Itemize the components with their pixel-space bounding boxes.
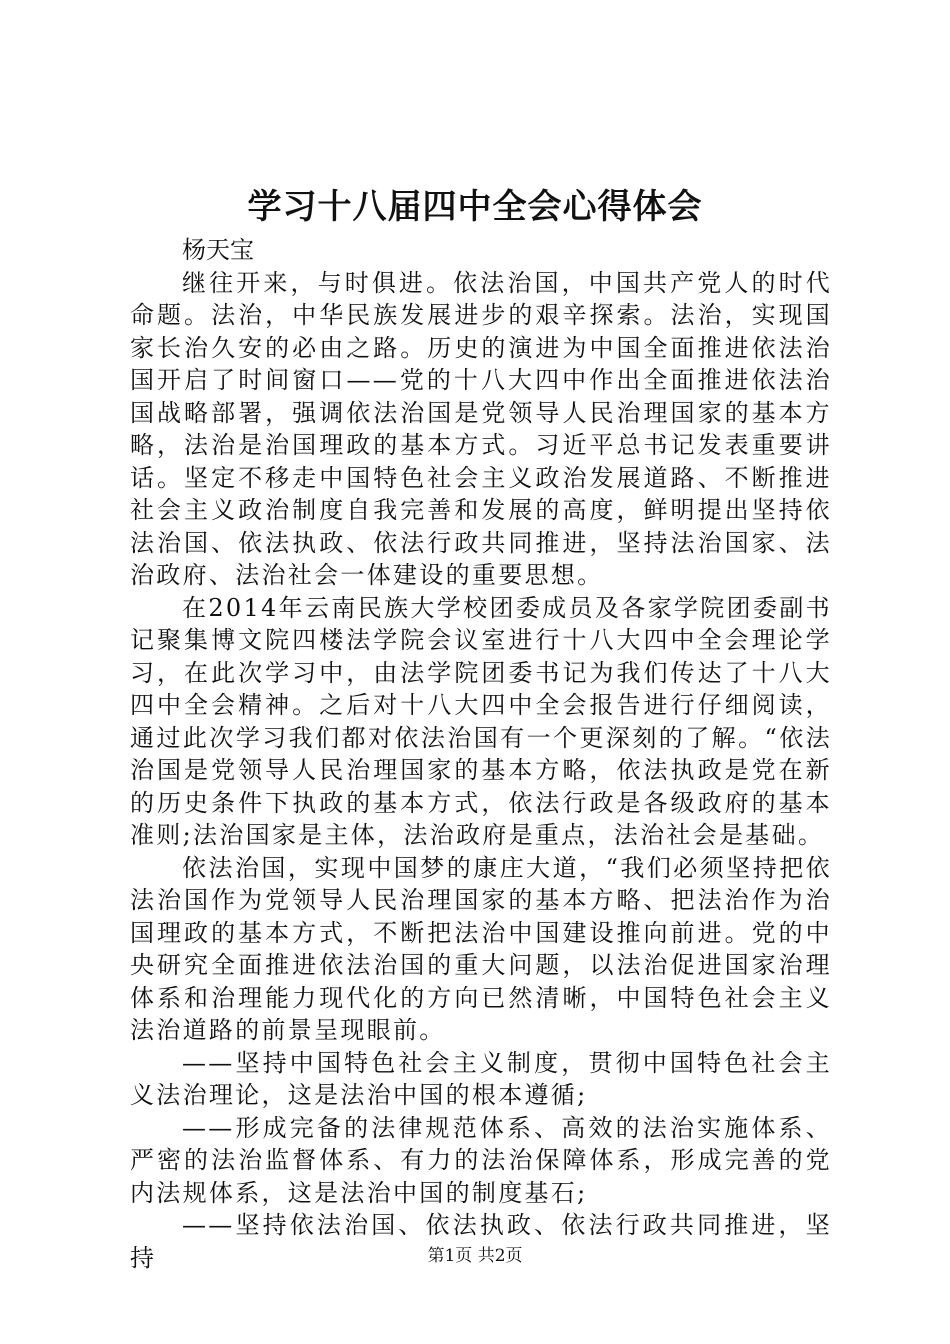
paragraph-3: 依法治国，实现中国梦的康庄大道，“我们必须坚持把依法治国作为党领导人民治理国家的基本方略、把法治作为治国理政的基本方式，不断把法治中国建设推向前进。党的中央研究全面推进依法治国的重大问题，以法治促进国家治理体系和治理能力现代化的方向已然清晰，中国特色社会主义法治道路的前景呈现眼前。 [130, 853, 832, 1044]
paragraph-6: ——坚持依法治国、依法执政、依法行政共同推进，坚持 [130, 1211, 832, 1272]
document-body [130, 234, 832, 1274]
paragraph-4: ——坚持中国特色社会主义制度，贯彻中国特色社会主义法治理论，这是法治中国的根本遵循; [130, 1048, 832, 1109]
paragraph-5: ——形成完备的法律规范体系、高效的法治实施体系、严密的法治监督体系、有力的法治保障体系，形成完善的党内法规体系，这是法治中国的制度基石; [130, 1113, 832, 1207]
author-name: 杨天宝 [182, 236, 254, 264]
document-title: 学习十八届四中全会心得体会 [247, 187, 703, 227]
paragraph-2: 在2014年云南民族大学校团委成员及各家学院团委副书记聚集博文院四楼法学院会议室进行十八大四中全会理论学习，在此次学习中，由法学院团委书记为我们传达了十八大四中全会精神。之后对十八大四中全会报告进行仔细阅读，通过此次学习我们都对依法治国有一个更深刻的了解。“依法治国是党领导人民治理国家的基本方略，依法执政是党在新的历史条件下执政的基本方式，依法行政是各级政府的基本准则;法治国家是主体，法治政府是重点，法治社会是基础。 [130, 593, 832, 849]
paragraph-1: 继往开来，与时俱进。依法治国，中国共产党人的时代命题。法治，中华民族发展进步的艰辛探索。法治，实现国家长治久安的必由之路。历史的演进为中国全面推进依法治国开启了时间窗口——党的十八大四中作出全面推进依法治国战略部署，强调依法治国是党领导人民治理国家的基本方略，法治是治国理政的基本方式。习近平总书记发表重要讲话。坚定不移走中国特色社会主义政治发展道路、不断推进社会主义政治制度自我完善和发展的高度，鲜明提出坚持依法治国、依法执政、依法行政共同推进，坚持法治国家、法治政府、法治社会一体建设的重要思想。 [130, 268, 832, 589]
page-footer: 第1页 共2页 [427, 1246, 523, 1266]
